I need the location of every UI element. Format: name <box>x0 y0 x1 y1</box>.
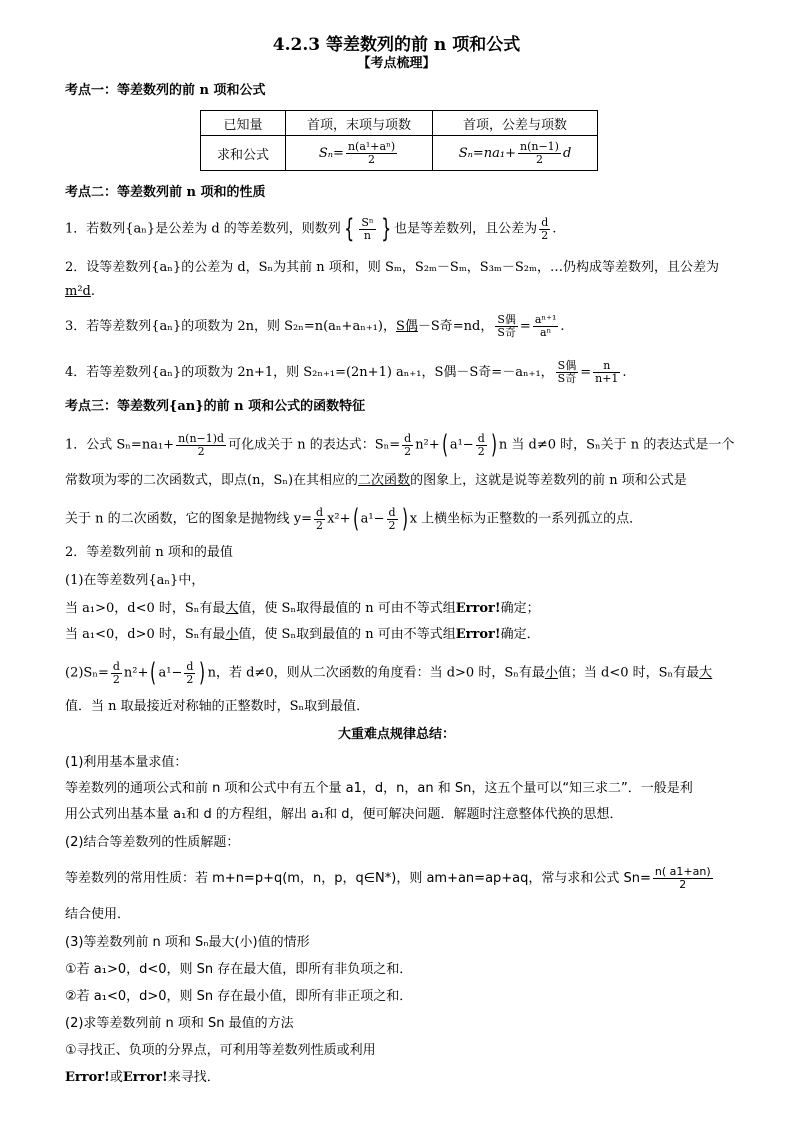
kp2-heading: 考点二：等差数列前 n 项和的性质 <box>65 185 266 200</box>
summary-p3: 用公式列出基本量 a₁和 d 的方程组，解出 a₁和 d，便可解决问题．解题时注意整体代换的思想． <box>65 807 623 822</box>
summary-p7: (3)等差数列前 n 项和 Sₙ最大(小)值的情形 <box>65 935 310 950</box>
kp3-line-2: 常数项为零的二次函数式，即点(n，Sₙ)在其相应的二次函数的图象上，这就是说等差数列的前 n 项和公式是 <box>65 473 687 488</box>
summary-p4: (2)结合等差数列的性质解题： <box>65 835 240 850</box>
formula-first-last: Sₙ= $\frac{\text{n(a¹+aⁿ)}}{2}$ <box>286 136 433 171</box>
page-title: 4.2.3 等差数列的前 n 项和公式 <box>272 35 521 55</box>
kp3-extremum-1: (1)在等差数列{aₙ}中， <box>65 573 205 588</box>
kp3-line-1: 1．公式 Sₙ=na₁+ $\frac{n(n-1)d}{2}$ 可化成关于 n 的表达式：Sₙ= $\frac{d}{2}$ n²+( a¹− $\frac{d}{2}$ ) n 当 d≠0 时，Sₙ关于 n 的表达式是一个 <box>65 430 735 460</box>
table-row-label: 求和公式 <box>201 136 286 171</box>
formula-first-diff: Sₙ=na₁+ $\frac{n(n-1)}{2}$ d <box>433 136 598 171</box>
kp3-extremum-3: 当 a₁<0，d>0 时，Sₙ有最小值，使 Sₙ取到最值的 n 可由不等式组Error!确定． <box>65 627 540 642</box>
summary-p2: 等差数列的通项公式和前 n 项和公式中有五个量 a1，d，n，an 和 Sn，这五个量可以“知三求二”．一般是利 <box>65 781 693 796</box>
table-header: 已知量 <box>201 111 286 136</box>
table-header: 首项，公差与项数 <box>433 111 598 136</box>
summary-p6: 结合使用． <box>65 907 131 922</box>
page-subtitle: 【考点梳理】 <box>357 56 436 71</box>
kp3-extremum-5: 值．当 n 取最接近对称轴的正整数时，Sₙ取到最值． <box>65 699 370 714</box>
summary-p9: ②若 a₁<0，d>0，则 Sn 存在最小值，即所有非正项之和． <box>65 989 413 1004</box>
kp2-property-4: 4．若等差数列{aₙ}的项数为 2n+1，则 S₂ₙ₊₁=(2n+1) aₙ₊₁，S偶－S奇=－aₙ₊₁， $\frac{\text{S偶}}{\text{S奇}}$ = $\frac{n}{n+1}$ . <box>65 359 627 385</box>
kp3-extremum-title: 2．等差数列前 n 项和的最值 <box>65 545 233 560</box>
table-header: 首项，末项与项数 <box>286 111 433 136</box>
summary-p8: ①若 a₁>0，d<0，则 Sn 存在最大值，即所有非负项之和． <box>65 962 413 977</box>
summary-p11: ①寻找正、负项的分界点，可利用等差数列性质或利用 <box>65 1043 376 1058</box>
kp3-heading: 考点三：等差数列{an}的前 n 项和公式的函数特征 <box>65 399 366 414</box>
kp3-line-3: 关于 n 的二次函数，它的图象是抛物线 y= $\frac{d}{2}$ x²+( a¹− $\frac{d}{2}$ ) x 上横坐标为正整数的一系列孤立的点． <box>65 504 643 534</box>
sum-formula-table <box>200 110 598 171</box>
summary-heading: 大重难点规律总结： <box>337 727 455 742</box>
summary-p1: (1)利用基本量求值： <box>65 755 188 770</box>
kp1-heading: 考点一：等差数列的前 n 项和公式 <box>65 83 266 98</box>
kp2-property-2-cont: m²d. <box>65 284 96 299</box>
kp3-extremum-4: (2)Sₙ= $\frac{d}{2}$ n²+( a¹− $\frac{d}{2}$ ) n，若 d≠0，则从二次函数的角度看：当 d>0 时，Sₙ有最小值；当 d<0 时，Sₙ有最大 <box>65 658 713 688</box>
kp2-property-2: 2．设等差数列{aₙ}的公差为 d，Sₙ为其前 n 项和，则 Sₘ，S₂ₘ－Sₘ，S₃ₘ－S₂ₘ，…仍构成等差数列，且公差为 <box>65 260 719 275</box>
summary-p12: Error!或Error!来寻找． <box>65 1070 220 1085</box>
kp2-property-1: 1．若数列{aₙ}是公差为 d 的等差数列，则数列 { $\frac{\text{Sⁿ}}{n}$ } 也是等差数列，且公差为 $\frac{d}{2}$ . <box>65 214 557 244</box>
kp2-property-3: 3．若等差数列{aₙ}的项数为 2n，则 S₂ₙ=n(aₙ+aₙ₊₁)，S偶－S奇=nd， $\frac{\text{S偶}}{\text{S奇}}$ = $\frac{\text{aⁿ⁺¹}}{\text{aⁿ}}$ . <box>65 313 565 339</box>
summary-p5: 等差数列的常用性质：若 m+n=p+q(m，n，p，q∈N*)，则 am+an=ap+aq，常与求和公式 Sn= $\frac{n( a1+an)}{2}$ <box>65 865 711 891</box>
summary-p10: (2)求等差数列前 n 项和 Sn 最值的方法 <box>65 1016 294 1031</box>
kp3-extremum-2: 当 a₁>0，d<0 时，Sₙ有最大值，使 Sₙ取得最值的 n 可由不等式组Error!确定； <box>65 601 540 616</box>
